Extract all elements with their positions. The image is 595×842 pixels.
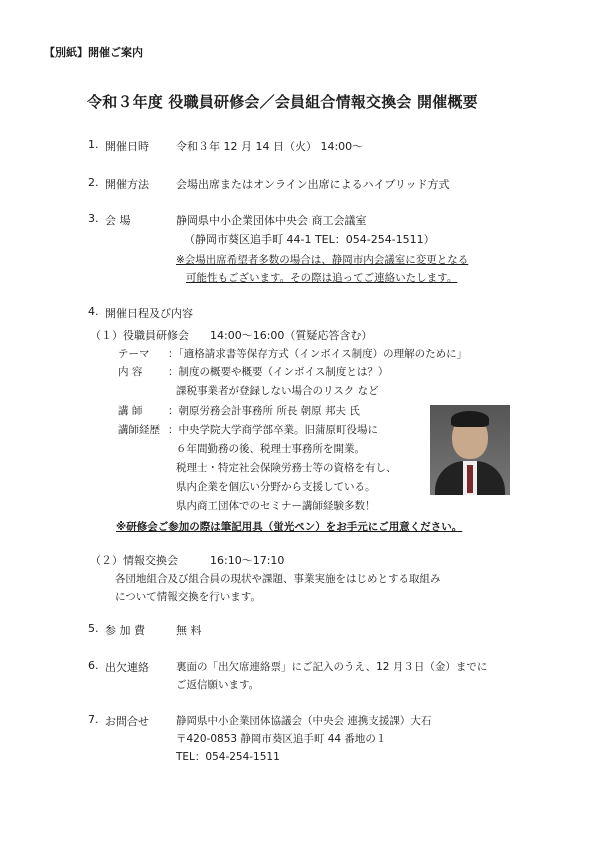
- contact-line-2: 〒420-0853 静岡市葵区追手町 44 番地の１: [176, 733, 387, 745]
- content-line-1: ：制度の概要や概要（インボイス制度とは？）: [168, 366, 389, 378]
- venue-note-line-1: ※会場出席希望者多数の場合は、静岡市内会議室に変更となる: [176, 254, 469, 266]
- item-6-number: 6.: [88, 659, 99, 672]
- item-1-label: 開催日時: [105, 140, 149, 153]
- lecturer-label: 講 師: [118, 405, 143, 417]
- theme-label: テーマ: [118, 348, 150, 360]
- seminar-heading: （１）役職員研修会: [90, 329, 189, 342]
- exchange-time: 16:10～17:10: [210, 554, 285, 567]
- item-6-label: 出欠連絡: [105, 661, 149, 674]
- venue-note-line-2: 可能性もございます。その際は追ってご連絡いたします。: [186, 272, 458, 284]
- item-7-label: お問合せ: [105, 715, 149, 728]
- attendance-line-2: ご返信願います。: [176, 679, 260, 691]
- item-5-label: 参 加 費: [105, 624, 145, 637]
- seminar-time: 14:00～16:00（質疑応答含む）: [210, 329, 373, 342]
- content-label: 内 容: [118, 366, 143, 378]
- item-2-value: 会場出席またはオンライン出席によるハイブリッド方式: [176, 178, 450, 191]
- item-4-label: 開催日程及び内容: [105, 307, 193, 320]
- item-3-number: 3.: [88, 212, 99, 225]
- career-label: 講師経歴: [118, 424, 160, 436]
- theme-value: ：「適格請求書等保存方式（インボイス制度）の理解のために」: [168, 348, 468, 360]
- exchange-line-1: 各団地組合及び組合員の現状や課題、事業実施をはじめとする取組み: [115, 573, 441, 585]
- item-3-label: 会 場: [105, 214, 131, 227]
- exchange-heading: （２）情報交換会: [90, 554, 178, 567]
- career-line-3: 税理士・特定社会保険労務士等の資格を有し、: [176, 462, 397, 474]
- venue-address: （静岡市葵区追手町 44-1 TEL：054-254-1511）: [184, 233, 435, 246]
- item-2-label: 開催方法: [105, 178, 149, 191]
- career-line-5: 県内商工団体でのセミナー講師経験多数！: [176, 500, 376, 512]
- page-title: 令和３年度 役職員研修会／会員組合情報交換会 開催概要: [87, 93, 478, 111]
- lecturer-value: ：朝原労務会計事務所 所長 朝原 邦夫 氏: [168, 405, 360, 417]
- item-1-value: 令和３年 12 月 14 日（火） 14:00～: [176, 140, 364, 153]
- item-2-number: 2.: [88, 176, 99, 189]
- item-5-number: 5.: [88, 622, 99, 635]
- document-tag: 【別紙】開催ご案内: [44, 46, 143, 59]
- venue-name: 静岡県中小企業団体中央会 商工会議室: [176, 214, 367, 227]
- item-7-number: 7.: [88, 713, 99, 726]
- exchange-line-2: について情報交換を行います。: [115, 591, 261, 603]
- attendance-line-1: 裏面の「出欠席連絡票」にご記入のうえ、12 月３日（金）までに: [176, 661, 488, 673]
- lecturer-photo: [430, 405, 510, 495]
- career-line-2: ６年間勤務の後、税理士事務所を開業。: [176, 443, 365, 455]
- contact-line-3: TEL：054-254-1511: [176, 751, 280, 763]
- career-line-4: 県内企業を個広い分野から支援している。: [176, 481, 376, 493]
- career-line-1: ：中央学院大学商学部卒業。旧蒲原町役場に: [168, 424, 378, 436]
- seminar-note: ※研修会ご参加の際は筆記用具（蛍光ペン）をお手元にご用意ください。: [116, 521, 463, 533]
- fee-value: 無 料: [176, 624, 202, 637]
- item-4-number: 4.: [88, 305, 99, 318]
- content-line-2: 課税事業者が登録しない場合のリスク など: [176, 385, 379, 397]
- contact-line-1: 静岡県中小企業団体協議会（中央会 連携支援課）大石: [176, 715, 432, 727]
- item-1-number: 1.: [88, 138, 99, 151]
